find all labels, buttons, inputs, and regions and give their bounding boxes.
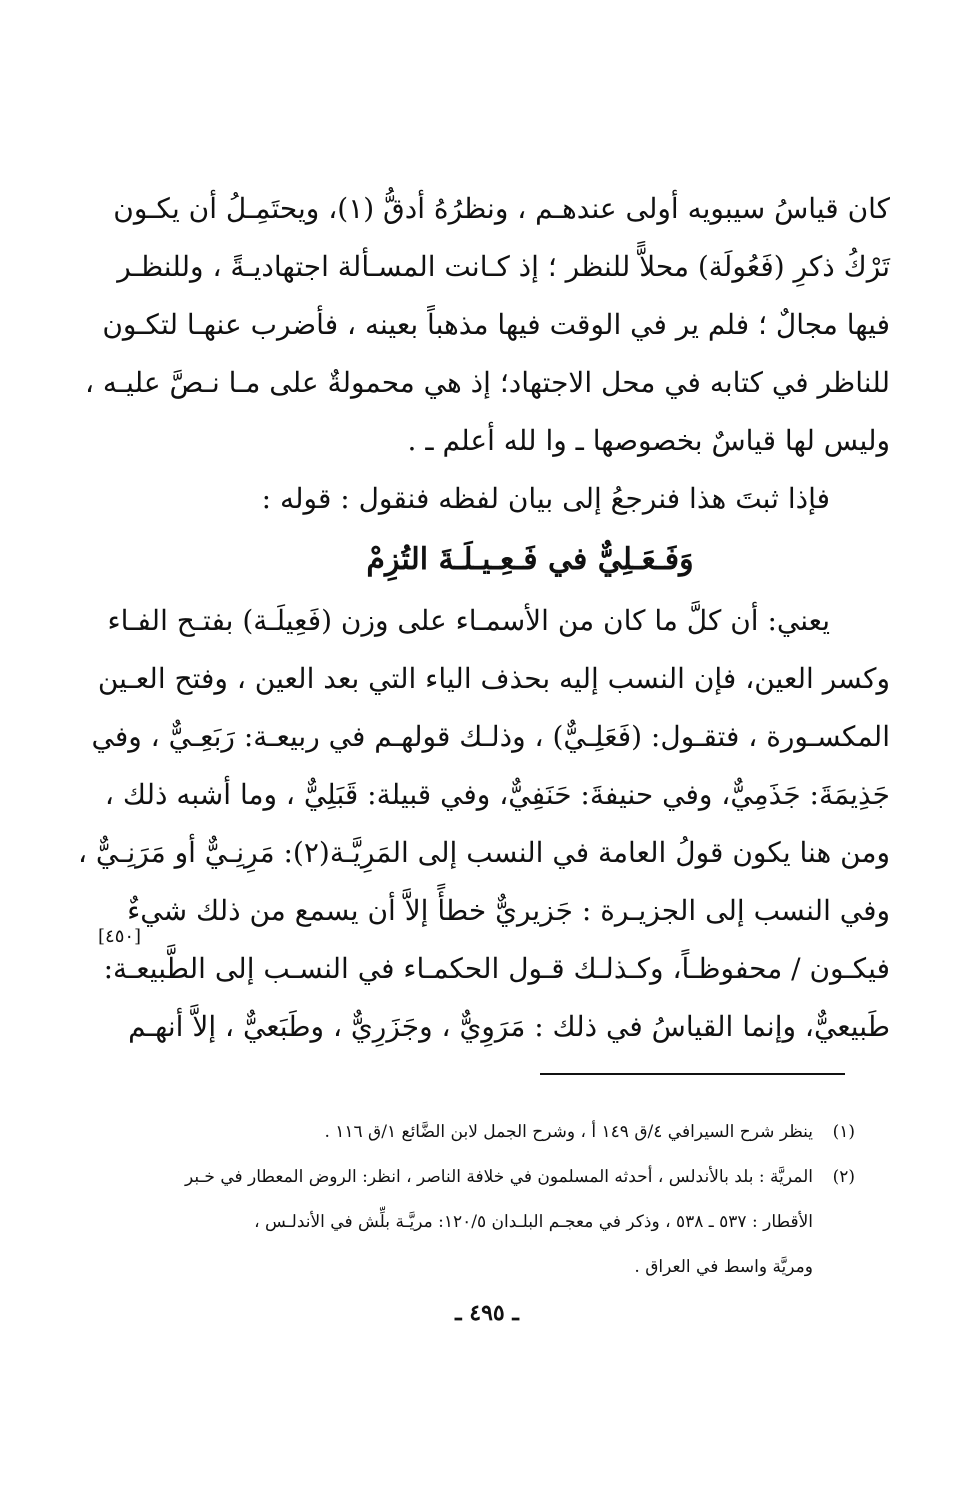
text-line: تَرْكُ ذكرِ (فَعُولَة) محلاًّ للنظر ؛ إذ كـانت المسـألة اجتهاديـةً ، وللنظـر (117, 250, 890, 283)
text-line: المكسـورة ، فتقـول: (فَعَلِـيٌّ) ، وذلـك قولهـم في ربيعـة: رَبَعِـيٌّ ، وفي (91, 720, 890, 753)
footnote-number: (١) (832, 1122, 855, 1142)
verse-line: وَفَـعَـلِيٌّ في فَـعِـيـلَـةَ التُزِمْ (366, 542, 694, 577)
footnote (255, 1110, 855, 1155)
text-line: كان قياسُ سيبويه أولى عندهـم ، ونظرُهُ أدقُّ (١)، ويحتَمِـلُ أن يكـون (113, 192, 890, 225)
footnote-number: (٢) (832, 1167, 855, 1187)
text-line: ومن هنا يكون قولُ العامة في النسب إلى المَرِيَّـة(٢): مَرِنِـيٌّ أو مَرَنِـيٌّ ، (77, 836, 890, 869)
footnote-line: المريَّة : بلد بالأندلس ، أحدثه المسلمون في خلافة الناصر ، انظر: الروض المعطار في خـبر (184, 1167, 813, 1187)
text-line: وكسر العين، فإن النسب إليه بحذف الياء التي بعد العين ، وفتح العـين (97, 662, 890, 695)
text-line: فيها مجالٌ ؛ فلم ير في الوقت فيها مذهباً بعينه ، فأضرب عنهـا لتكـون (102, 308, 890, 341)
text-line: يعني: أن كلَّ ما كان من الأسمـاء على وزن (فَعِيلَـة) بفتـح الفـاء (107, 604, 830, 637)
footnote-line: ومريَّة واسط في العراق . (634, 1257, 813, 1277)
text-line: وليس لها قياسٌ بخصوصها ـ وا لله أعلم ـ . (407, 424, 890, 457)
page-number: ـ ٤٩٥ ـ (455, 1300, 519, 1326)
text-line: وفي النسب إلى الجزيـرة : جَزيريٌّ خطأً إلاَّ أن يسمع من ذلك شيءٌ (127, 894, 890, 927)
text-line: فيكـون / محفوظـاً، وكـذلـك قـول الحكمـاء في النسـب إلى الطَّبيعـة: (103, 952, 890, 985)
footnote (184, 1155, 855, 1290)
footnote-line: الأقطار : ٥٣٧ ـ ٥٣٨ ، وذكر في معجـم البلـدان ١٢٠/٥: مريَّـة بلِّش في الأندلـس ، (254, 1212, 813, 1232)
text-line: طَبيعيٌّ، وإنما القياسُ في ذلك : مَرَوِيٌّ ، وجَزَرِيٌّ ، وطَبَعيٌّ ، إلاَّ أنهـم (128, 1010, 890, 1043)
text-line: جَذِيمَةَ: جَذَمِيٌّ، وفي حنيفةَ: حَنَفِيٌّ، وفي قبيلة: قَبَلِيٌّ ، وما أشبه ذلك ، (104, 778, 890, 811)
footnote-line: ينظر شرح السيرافي ٤/ق ١٤٩ أ ، وشرح الجمل لابن الضَّائع ١/ق ١١٦ . (324, 1122, 813, 1142)
manuscript-folio-marker: [٤٥٠] (98, 926, 142, 947)
footnotes (184, 1110, 855, 1290)
footnote-separator (540, 1073, 845, 1075)
transition-paragraph: فإذا ثبتَ هذا فنرجعُ إلى بيان لفظه فنقول : قوله : (261, 482, 830, 515)
text-line: للناظر في كتابه في محل الاجتهاد؛ إذ هي محمولةٌ على مـا نـصَّ عليـه ، (84, 366, 890, 399)
